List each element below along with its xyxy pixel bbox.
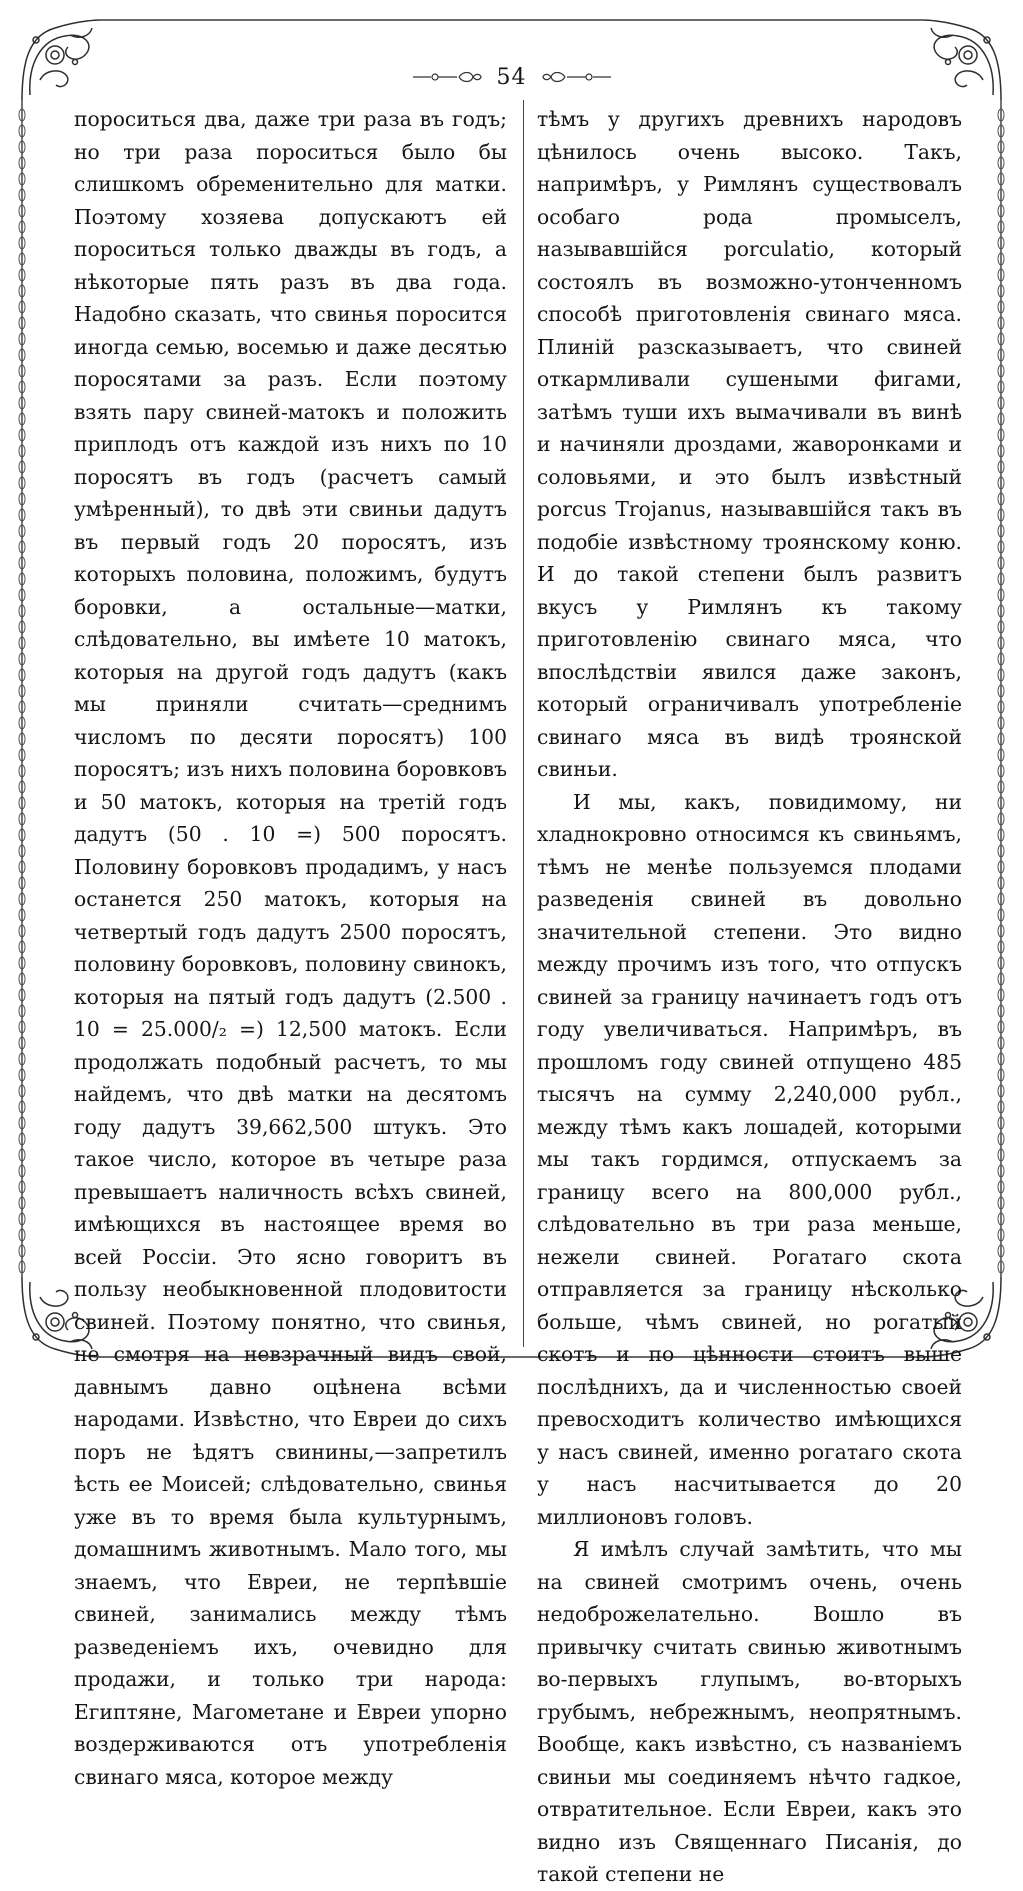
paragraph: пороситься два, даже три раза въ годъ; но три раза пороситься было бы слишкомъ обременительно для матки. Поэтому хозяева допускаютъ ей пороситься только дважды въ годъ, а нѣкоторые пять разъ въ два года. Надобно сказать, что свинья поросится иногда семью, восемью и даже десятью поросятами за разъ. Если поэтому взять пару свиней-матокъ и положить приплодъ отъ каждой изъ нихъ по 10 поросятъ въ годъ (расчетъ самый умѣренный), то двѣ эти свиньи дадутъ въ первый годъ 20 поросятъ, изъ которыхъ половина, положимъ, будутъ боровки, а остальные—матки, слѣдовательно, вы имѣете 10 матокъ, которыя на другой годъ дадутъ (какъ мы приняли считать—среднимъ числомъ по десяти поросятъ) 100 поросятъ; изъ нихъ половина боровковъ и 50 матокъ, которыя на третій годъ дадутъ (50 . 10 =) 500 поросятъ. Половину боровковъ продадимъ, у насъ останется 250 матокъ, которыя на четвертый годъ дадутъ 2500 поросятъ, половину боровковъ, половину свинокъ, которыя на пятый годъ дадутъ (2.500 . 10 = 25.000/₂ =) 12,500 матокъ. Если продолжать подобный расчетъ, то мы найдемъ, что двѣ матки на десятомъ году дадутъ 39,662,500 штукъ. Это такое число, которое въ четыре раза превышаетъ наличность всѣхъ свиней, имѣющихся въ настоящее время во всей Россіи. Это ясно говоритъ въ пользу необыкновенной плодовитости свиней. Поэтому понятно, что свинья, не смотря на невзрачный видъ свой, давнымъ давно оцѣнена всѣми народами. Извѣстно, что Евреи до сихъ поръ не ѣдятъ свинины,—запретилъ ѣсть ее Моисей; слѣдовательно, свинья уже въ то время была культурнымъ, домашнимъ животнымъ. Мало того, мы знаемъ, что Евреи, не терпѣвшіе свиней, занимались между тѣмъ разведеніемъ ихъ, очевидно для продажи, и только три народа: Египтяне, Магометане и Евреи упорно воздерживаются отъ употребленія свинаго мяса, которое между (74, 107, 507, 1789)
left-text-column (74, 103, 507, 1789)
column-divider (523, 100, 524, 1347)
page-header (0, 57, 1023, 97)
right-ornament-icon (541, 70, 611, 84)
paragraph: И мы, какъ, повидимому, ни хладнокровно относимся къ свиньямъ, тѣмъ не менѣе пользуемся плодами разведенія свиней въ довольно значительной степени. Это видно между прочимъ изъ того, что отпускъ свиней за границу начинаетъ годъ отъ году увеличиваться. Напримѣръ, въ прошломъ году свиней отпущено 485 тысячъ на сумму 2,240,000 рубл., между тѣмъ какъ лошадей, которыми мы такъ гордимся, отпускаемъ за границу всего на 800,000 рубл., слѣдовательно въ три раза меньше, нежели свиней. Рогатаго скота отправляется за границу нѣсколько больше, чѣмъ свиней, но рогатый скотъ и по цѣнности стоитъ выше послѣднихъ, да и численностью своей превосходитъ количество имѣющихся у насъ свиней, именно рогатаго скота у насъ насчитывается до 20 миллионовъ головъ. (537, 789, 962, 1529)
paragraph: Я имѣлъ случай замѣтить, что мы на свиней смотримъ очень, очень недоброжелательно. Вошло въ привычку считать свинью животнымъ во-первыхъ глупымъ, во-вторыхъ грубымъ, небрежнымъ, неопрятнымъ. Вообще, какъ извѣстно, съ названіемъ свиньи мы соединяемъ нѣчто гадкое, отвратительное. Если Евреи, какъ это видно изъ Священнаго Писанія, до такой степени не (537, 1537, 962, 1886)
paragraph: тѣмъ у другихъ древнихъ народовъ цѣнилось очень высоко. Такъ, напримѣръ, у Римлянъ существовалъ особаго рода промыселъ, называвшійся porculatio, который состоялъ въ возможно-утонченномъ способѣ приготовленія свинаго мяса. Плиній разсказываетъ, что свиней откармливали сушеными фигами, затѣмъ туши ихъ вымачивали въ винѣ и начиняли дроздами, жаворонками и соловьями, и это былъ извѣстный porcus Trojanus, называвшійся такъ въ подобіе извѣстному троянскому коню. И до такой степени былъ развитъ вкусъ у Римлянъ къ такому приготовленію свинаго мяса, что впослѣдствіи явился даже законъ, который ограничивалъ употребленіе свинаго мяса въ видѣ троянской свиньи. (537, 107, 962, 781)
right-text-column (537, 103, 962, 1886)
page-number: 54 (496, 64, 527, 90)
left-ornament-icon (413, 70, 483, 84)
